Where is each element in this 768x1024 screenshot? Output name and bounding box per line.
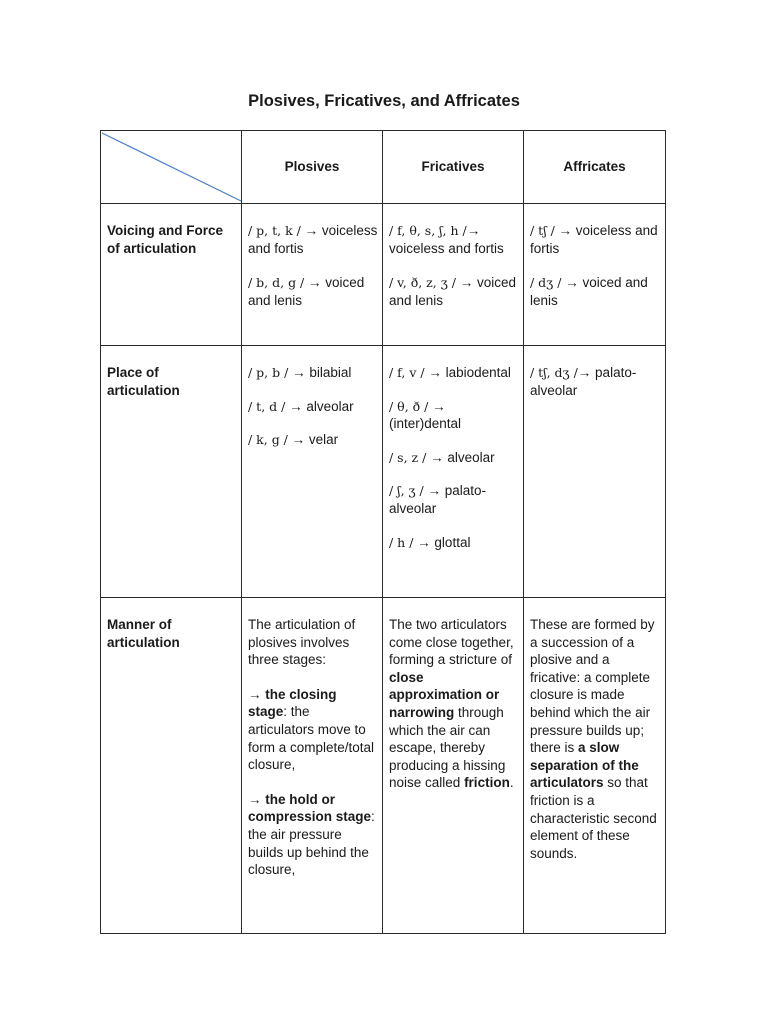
header-fricatives: Fricatives xyxy=(383,131,524,204)
row-place xyxy=(101,346,666,598)
row-manner xyxy=(101,598,666,934)
cell-manner-fricatives: The two articulators come close together, forming a stricture of close approximation or narrowing through which the air can escape, thereby producing a hissing noise called friction. xyxy=(383,598,524,934)
row-label-manner: Manner of articulation xyxy=(101,598,242,934)
cell-manner-plosives: The articulation of plosives involves three stages: → the closing stage: the articulators move to form a complete/total closure, → the hold or compression stage: the air pressure builds up behind the closure, xyxy=(242,598,383,934)
cell-manner-affricates: These are formed by a succession of a plosive and a fricative: a complete closure is made behind which the air pressure builds up; there is a slow separation of the articulators so that friction is a characteristic second element of these sounds. xyxy=(524,598,666,934)
header-plosives: Plosives xyxy=(242,131,383,204)
row-voicing xyxy=(101,204,666,346)
phonetics-table xyxy=(100,130,666,934)
cell-voicing-affricates: / tʃ / → voiceless and fortis / dʒ / → voiced and lenis xyxy=(524,204,666,346)
corner-cell xyxy=(101,131,242,204)
row-label-voicing: Voicing and Force of articulation xyxy=(101,204,242,346)
header-affricates: Affricates xyxy=(524,131,666,204)
cell-place-fricatives: / f, v / → labiodental / θ, ð / → (inter)dental / s, z / → alveolar / ʃ, ʒ / → palato-alveolar / h / → glottal xyxy=(383,346,524,598)
diagonal-divider xyxy=(101,131,242,203)
row-label-place: Place of articulation xyxy=(101,346,242,598)
cell-voicing-plosives: / p, t, k / → voiceless and fortis / b, d, g / → voiced and lenis xyxy=(242,204,383,346)
cell-place-plosives: / p, b / → bilabial / t, d / → alveolar / k, g / → velar xyxy=(242,346,383,598)
cell-place-affricates: / tʃ, dʒ /→ palato-alveolar xyxy=(524,346,666,598)
table-header-row xyxy=(101,131,666,204)
cell-voicing-fricatives: / f, θ, s, ʃ, h /→ voiceless and fortis / v, ð, z, ʒ / → voiced and lenis xyxy=(383,204,524,346)
page-title: Plosives, Fricatives, and Affricates xyxy=(248,92,520,110)
